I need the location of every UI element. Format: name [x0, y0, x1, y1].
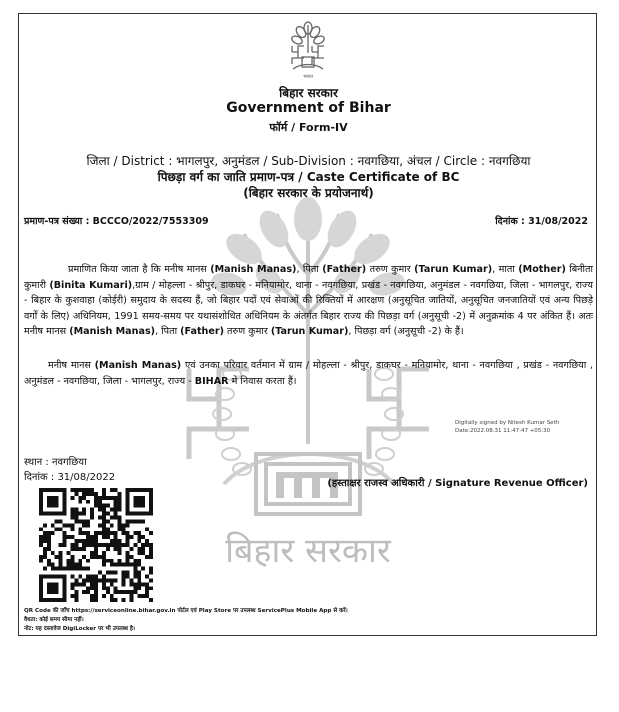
- certificate-body-paragraph-2: मनीष मानस (Manish Manas) एवं उनका परिवार वर्तमान में ग्राम / मोहल्ला - श्रीपुर, डाकघर - मनियामोर, थाना - नवगछिया , प्रखंड - नवगछिया , अनुमंडल - नवगछिया, जिला - भागलपुर, राज्य - BIHAR में निवास करता हैं।: [24, 360, 593, 387]
- qr-modules: [39, 488, 153, 602]
- digital-signature: Digitally signed by Nitesh Kumar Seth Date:2022.08.31 11:47:47 +05:30: [455, 420, 560, 434]
- certificate-body-paragraph-1: प्रमाणित किया जाता है कि मनीष मानस (Manish Manas), पिता (Father) तरुण कुमार (Tarun Kumar), माता (Mother) बिनीता कुमारी (Binita Kumari),ग्राम / मोहल्ला - श्रीपुर, डाकघर - मनियामोर, थाना - नवगछिया, प्रखंड - नवगछिया, अनुमंडल - नवगछिया, जिला - भागलपुर, राज्य - बिहार के कुशवाहा (कोईरी) समुदाय के सदस्य हैं, जो बिहार पदों एवं सेवाओं की रिक्तियों में आरक्षण (अनुसूचित जातियों, अनुसूचित जनजातियों एवं अन्य पिछड़े वर्गों के लिए) अधिनियम, 1991 समय-समय पर यथासंशोधित अधिनियम के अंतर्गत बिहार राज्य की पिछड़ा वर्ग (अनुसूची -2) में अनुक्रमांक 4 पर अंकित हैं। अतः मनीष मानस (Manish Manas), पिता (Father) तरुण कुमार (Tarun Kumar), पिछड़ा वर्ग (अनुसूची -2) के हैं।: [24, 264, 593, 338]
- location-line: जिला / District : भागलपुर, अनुमंडल / Sub-Division : नवगछिया, अंचल / Circle : नवगछिया: [86, 154, 531, 168]
- certificate-purpose: (बिहार सरकार के प्रयोजनार्थ): [243, 186, 374, 200]
- issue-date: दिनांक : 31/08/2022: [495, 216, 588, 227]
- place-label: स्थान : नवगछिया: [24, 457, 87, 468]
- signature-officer-label: (हस्ताक्षर राजस्व अधिकारी / Signature Revenue Officer): [327, 478, 588, 489]
- digilocker-note: नोट: यह दस्तावेज DigiLocker पर भी उपलब्ध है।: [24, 626, 135, 632]
- certificate-number: प्रमाण-पत्र संख्या : BCCCO/2022/7553309: [24, 216, 209, 227]
- qr-verification-note: QR Code की जाँच https://serviceonline.bihar.gov.in पोर्टल एवं Play Store पर उपलब्ध ServicePlus Mobile App से करें।: [24, 608, 348, 614]
- hindi-govt-title: बिहार सरकार: [279, 86, 338, 100]
- ashoka-emblem: [289, 19, 327, 81]
- certificate-frame: [18, 13, 597, 636]
- form-name: फॉर्म / Form-IV: [269, 121, 348, 134]
- qr-code: [39, 488, 153, 602]
- footer-date: दिनांक : 31/08/2022: [24, 472, 116, 483]
- watermark-text: बिहार सरकार: [225, 531, 391, 571]
- certificate-title: पिछड़ा वर्ग का जाति प्रमाण-पत्र / Caste Certificate of BC: [157, 170, 460, 184]
- govt-title: Government of Bihar: [226, 100, 391, 116]
- validity-note: वैधता: कोई समय सीमा नहीं।: [24, 617, 84, 623]
- emblem-caption: भारत: [303, 74, 313, 80]
